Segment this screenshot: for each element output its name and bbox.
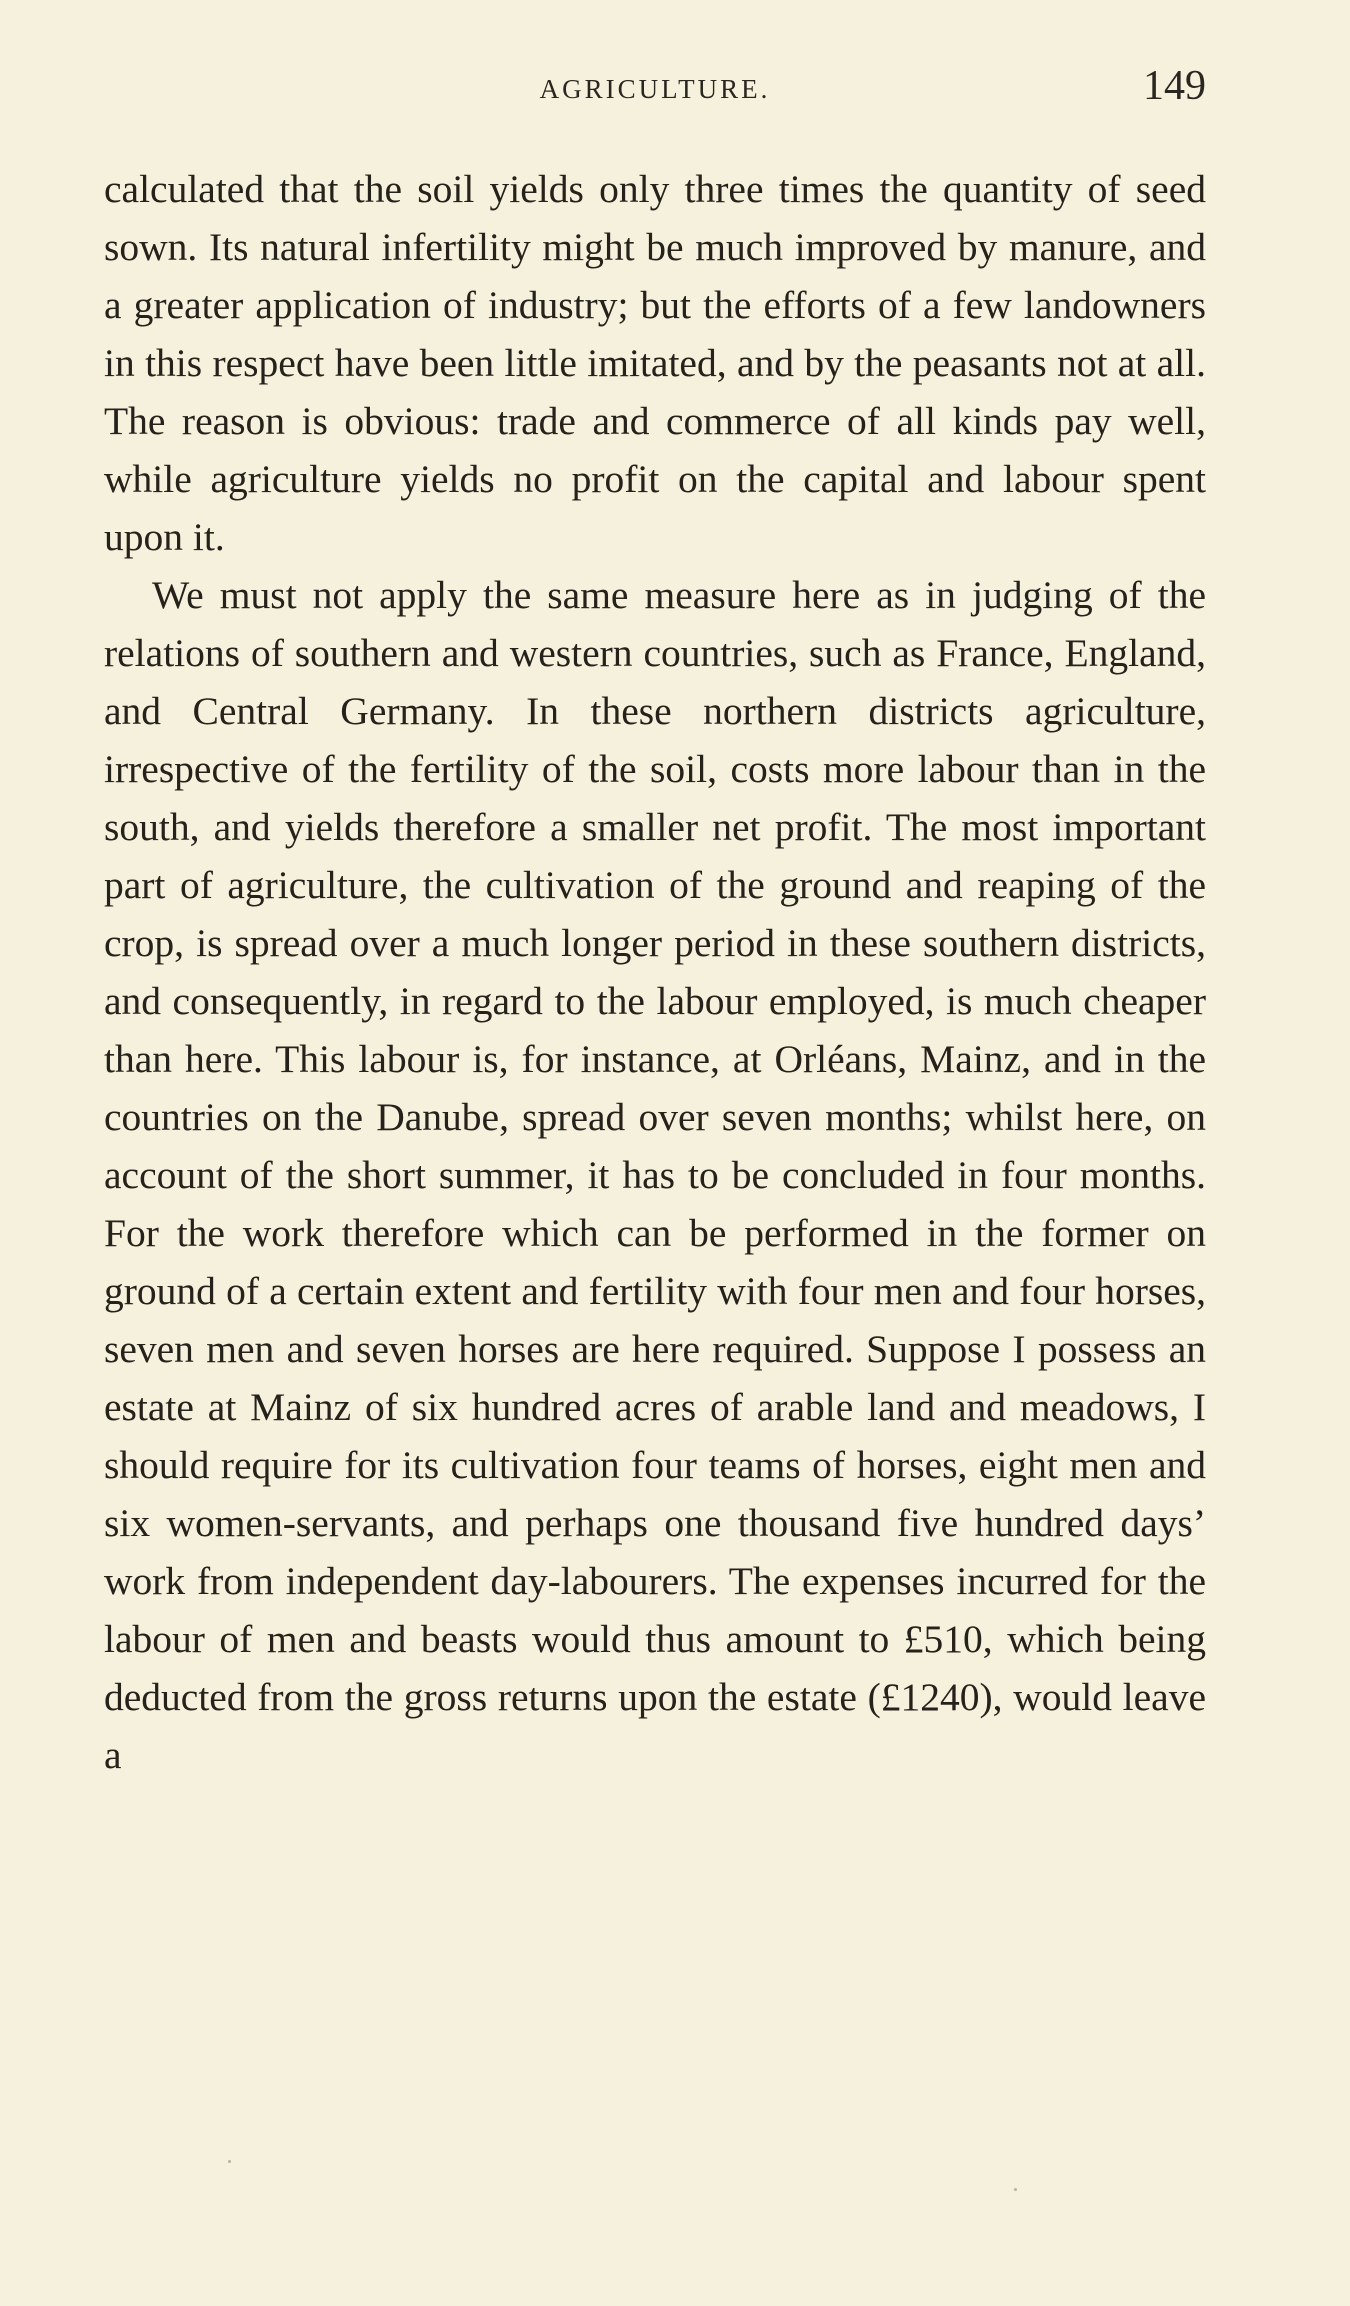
page-number: 149 bbox=[1143, 63, 1206, 109]
paper-speck bbox=[228, 2160, 231, 2163]
paragraph-1: calculated that the soil yields only three times the quantity of seed sown. Its natural infertility might be much improved by manure, and a greater application of industry; but the efforts of a few landowners in this respect have been little imitated, and by the peasants not at all. The reason is obvious: trade and commerce of all kinds pay well, while agriculture yields no profit on the capital and labour spent upon it. bbox=[104, 167, 1206, 559]
page-header bbox=[104, 60, 1206, 116]
body-text bbox=[104, 160, 1206, 1784]
running-head: AGRICULTURE. bbox=[539, 74, 771, 104]
paper-speck bbox=[1014, 2188, 1017, 2191]
paragraph-2: We must not apply the same measure here as in judging of the relations of southern and western countries, such as France, England, and Central Germany. In these northern districts agriculture, irrespective of the fertility of the soil, costs more labour than in the south, and yields therefore a smaller net profit. The most important part of agriculture, the cultivation of the ground and reaping of the crop, is spread over a much longer period in these southern districts, and consequently, in regard to the labour employed, is much cheaper than here. This labour is, for instance, at Orléans, Mainz, and in the countries on the Danube, spread over seven months; whilst here, on account of the short summer, it has to be concluded in four months. For the work therefore which can be performed in the former on ground of a certain extent and fertility with four men and four horses, seven men and seven horses are here required. Suppose I possess an estate at Mainz of six hundred acres of arable land and meadows, I should require for its cultivation four teams of horses, eight men and six women-servants, and perhaps one thousand five hundred days’ work from independent day-labourers. The expenses incurred for the labour of men and beasts would thus amount to £510, which being deducted from the gross returns upon the estate (£1240), would leave a bbox=[104, 573, 1206, 1777]
